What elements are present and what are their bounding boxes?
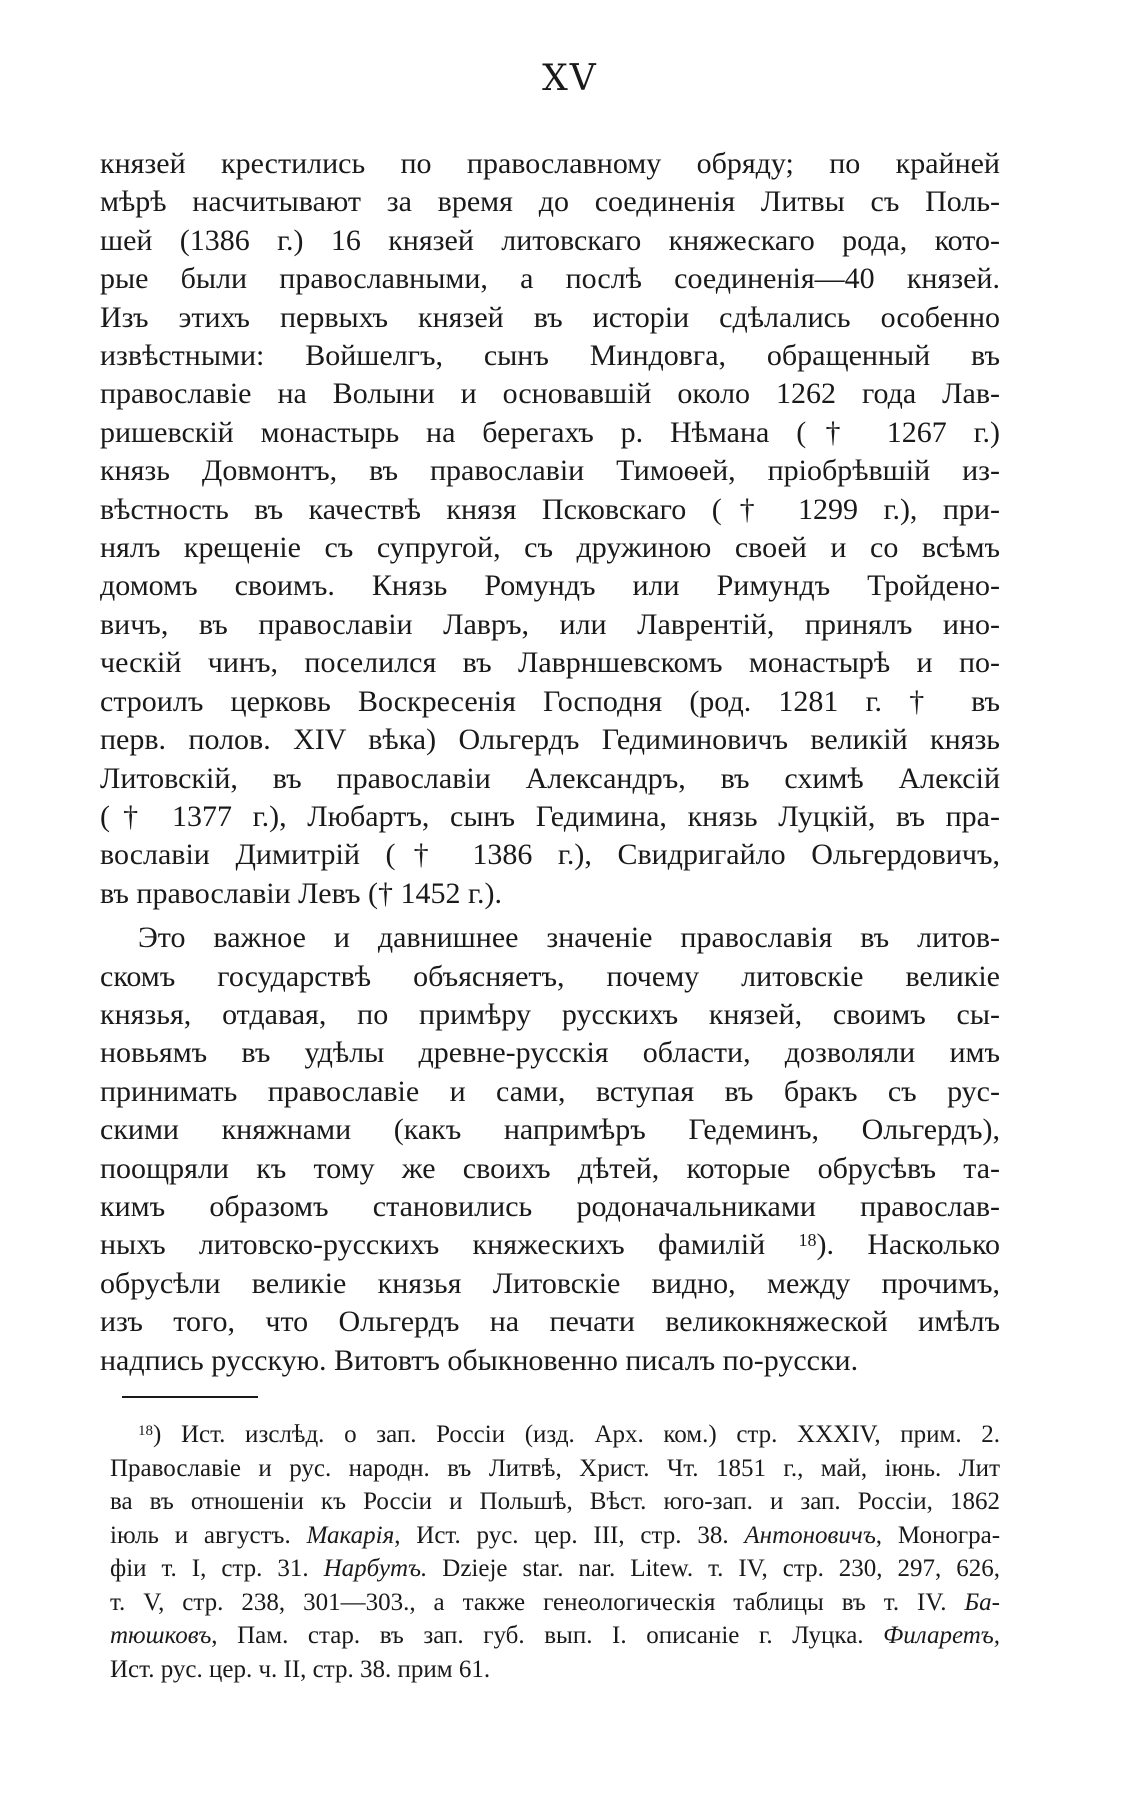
text-line: скомъ государствѣ объясняетъ, почему литовскіе великіе [100, 959, 1000, 993]
text-line: князь Довмонтъ, въ православіи Тимоѳей, пріобрѣвшій из- [100, 454, 1000, 488]
text-line: строилъ церковь Воскресенія Господня (род. 1281 г. † въ [100, 684, 1000, 718]
footnote-line: ва въ отношеніи къ Россіи и Польшѣ, Вѣст. юго-зап. и зап. Россіи, 1862 [110, 1488, 1000, 1515]
text-line: († 1377 г.), Любартъ, сынъ Гедимина, князь Луцкій, въ пра- [100, 799, 1000, 833]
footnote-reference: 18 [798, 1230, 817, 1251]
text-line: нялъ крещеніе съ супругой, съ дружиною своей и со всѣмъ [100, 531, 1000, 565]
text-line [100, 1226, 1000, 1264]
author-name: Нарбутъ. [323, 1555, 428, 1582]
text-line: Это важное и давнишнее значеніе православія въ литов- [138, 921, 1000, 955]
footnote-line: $^{18}$) Ист. изслѣд. о зап. Россіи (изд. Арх. ком.) стр. XXXIV, прим. 2. [138, 1421, 1000, 1448]
footnote-line: іюль и августъ. Макарія, Ист. рус. цер. III, стр. 38. Антоновичъ, Моногра- [110, 1521, 1001, 1549]
text-line: поощряли къ тому же своихъ дѣтей, которые обрусѣвъ та- [100, 1151, 1000, 1185]
text-line: вѣстность въ качествѣ князя Псковскаго († 1299 г.), при- [100, 492, 1000, 526]
footnote-line: Ист. рус. цер. ч. II, стр. 38. прим 61. [110, 1655, 491, 1683]
text-line: надпись русскую. Витовтъ обыкновенно писалъ по-русски. [100, 1343, 859, 1377]
text-line: новьямъ въ удѣлы древне-русскія области, дозволяли имъ [100, 1036, 1000, 1070]
footnote-marker: 18 [138, 1423, 153, 1440]
text-line: въ православіи Левъ († 1452 г.). [100, 876, 502, 910]
text-line: изъ того, что Ольгердъ на печати великокняжеской имѣлъ [100, 1305, 1000, 1339]
paragraph-1 [100, 145, 1000, 913]
footnote-line: фіи т. I, стр. 31. Нарбутъ. Dzieje star. nar. Litew. т. IV, стр. 230, 297, 626, [110, 1555, 1001, 1582]
text-line: Литовскій, въ православіи Александръ, въ схимѣ Алексій [100, 761, 1000, 795]
footnote-line: Православіе и рус. народн. въ Литвѣ, Христ. Чт. 1851 г., май, іюнь. Лит [110, 1454, 1000, 1482]
text-line-tail: ). Насколько [816, 1228, 1000, 1262]
text-line: князей крестились по православному обряду; по крайней [100, 147, 1000, 180]
text-line: шей (1386 г.) 16 князей литовскаго княжескаго рода, кото- [100, 223, 1000, 257]
text-line: рые были православными, а послѣ соединенія—40 князей. [100, 262, 1000, 296]
text-line: вичъ, въ православіи Лавръ, или Лаврентій, принялъ ино- [100, 607, 1000, 641]
text-line-head: ныхъ литовско-русскихъ княжескихъ фамилій [100, 1228, 766, 1262]
text-line: кимъ образомъ становились родоначальниками православ- [100, 1189, 1000, 1223]
text-line: извѣстными: Войшелгъ, сынъ Миндовга, обращенный въ [100, 339, 1000, 373]
text-line: принимать православіе и сами, вступая въ бракъ съ рус- [100, 1074, 1000, 1108]
text-line: перв. полов. XIV вѣка) Ольгердъ Гедиминовичъ великій князь [100, 723, 1000, 757]
footnote-line: тюшковъ, Пам. стар. въ зап. губ. вып. I. описаніе г. Луцка. Филаретъ, [110, 1622, 1000, 1649]
text-line: скими княжнами (какъ напримѣръ Гедеминъ, Ольгердъ), [100, 1113, 1000, 1147]
footnote-line: т. V, стр. 238, 301—303., а также генеологическія таблицы въ т. IV. Ба- [110, 1588, 1000, 1616]
main-text [100, 145, 1000, 1380]
text-line: православіе на Волыни и основавшій около 1262 года Лав- [100, 377, 1000, 411]
text-line: вославіи Димитрій († 1386 г.), Свидригайло Ольгердовичъ, [100, 838, 1000, 872]
footnote [110, 1418, 1000, 1686]
text-line: ческій чинъ, поселился въ Лаврншевскомъ монастырѣ и по- [100, 646, 1000, 680]
page-number: XV [542, 58, 598, 99]
author-name: Ба- [964, 1588, 1000, 1616]
author-name: тюшковъ [110, 1622, 212, 1649]
text-line: домомъ своимъ. Князь Ромундъ или Римундъ Тройдено- [100, 569, 1000, 603]
text-line: ришевскій монастырь на берегахъ р. Нѣмана († 1267 г.) [100, 415, 1000, 449]
text-line: князья, отдавая, по примѣру русскихъ князей, своимъ сы- [100, 997, 1000, 1031]
author-name: Антоновичъ [744, 1521, 876, 1549]
text-line: обрусѣли великіе князья Литовскіе видно, между прочимъ, [100, 1266, 1000, 1300]
paragraph-2 [100, 919, 1000, 1380]
text-line: мѣрѣ насчитывают за время до соединенія Литвы съ Поль- [100, 185, 1000, 219]
text-line: Изъ этихъ первыхъ князей въ исторіи сдѣлались особенно [100, 300, 1000, 334]
author-name: Филаретъ, [883, 1622, 1000, 1649]
footnote-divider [122, 1396, 258, 1398]
author-name: Макарія [306, 1521, 395, 1549]
